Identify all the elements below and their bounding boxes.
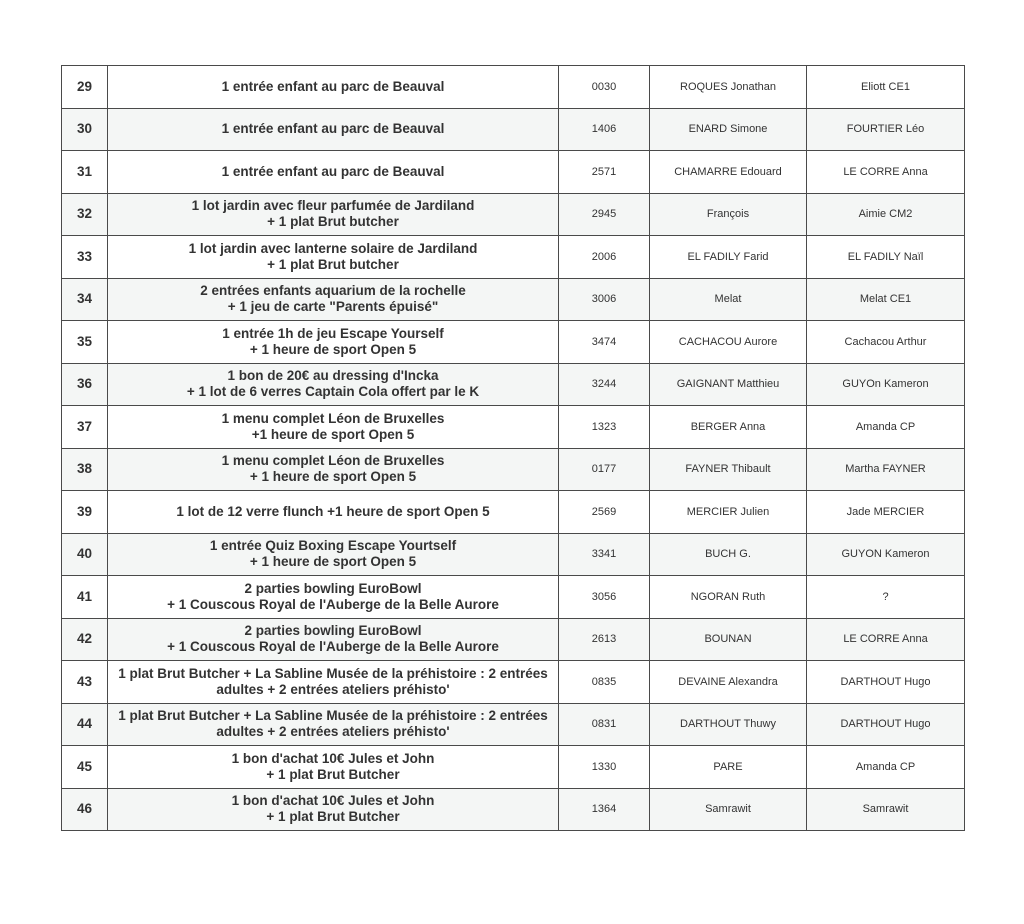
table-row bbox=[62, 193, 965, 236]
lot-number-cell: 38 bbox=[62, 448, 108, 491]
child-name-cell: EL FADILY Naïl bbox=[807, 236, 965, 279]
winner-name-cell: FAYNER Thibault bbox=[650, 448, 807, 491]
prize-description-cell: 2 entrées enfants aquarium de la rochelle + 1 jeu de carte "Parents épuisé" bbox=[108, 278, 559, 321]
child-name-cell: LE CORRE Anna bbox=[807, 151, 965, 194]
ticket-number-cell: 2613 bbox=[559, 618, 650, 661]
ticket-number-cell: 3244 bbox=[559, 363, 650, 406]
prize-description-cell: 1 entrée enfant au parc de Beauval bbox=[108, 108, 559, 151]
prize-description-cell: 1 menu complet Léon de Bruxelles +1 heure de sport Open 5 bbox=[108, 406, 559, 449]
ticket-number-cell: 3341 bbox=[559, 533, 650, 576]
ticket-number-cell: 2945 bbox=[559, 193, 650, 236]
winner-name-cell: BUCH G. bbox=[650, 533, 807, 576]
prize-description-cell: 1 bon d'achat 10€ Jules et John + 1 plat Brut Butcher bbox=[108, 788, 559, 831]
winner-name-cell: CACHACOU Aurore bbox=[650, 321, 807, 364]
child-name-cell: Eliott CE1 bbox=[807, 66, 965, 109]
table-row bbox=[62, 661, 965, 704]
ticket-number-cell: 0831 bbox=[559, 703, 650, 746]
lot-number-cell: 29 bbox=[62, 66, 108, 109]
ticket-number-cell: 1330 bbox=[559, 746, 650, 789]
winner-name-cell: ENARD Simone bbox=[650, 108, 807, 151]
table-row bbox=[62, 151, 965, 194]
child-name-cell: Martha FAYNER bbox=[807, 448, 965, 491]
table-row bbox=[62, 576, 965, 619]
child-name-cell: Melat CE1 bbox=[807, 278, 965, 321]
winner-name-cell: GAIGNANT Matthieu bbox=[650, 363, 807, 406]
ticket-number-cell: 3056 bbox=[559, 576, 650, 619]
prize-description-cell: 1 lot jardin avec fleur parfumée de Jardiland + 1 plat Brut butcher bbox=[108, 193, 559, 236]
winner-name-cell: PARE bbox=[650, 746, 807, 789]
prize-description-cell: 2 parties bowling EuroBowl + 1 Couscous Royal de l'Auberge de la Belle Aurore bbox=[108, 618, 559, 661]
prize-description-cell: 1 entrée enfant au parc de Beauval bbox=[108, 151, 559, 194]
child-name-cell: GUYON Kameron bbox=[807, 533, 965, 576]
ticket-number-cell: 0177 bbox=[559, 448, 650, 491]
lot-number-cell: 39 bbox=[62, 491, 108, 534]
ticket-number-cell: 1406 bbox=[559, 108, 650, 151]
table-row bbox=[62, 406, 965, 449]
ticket-number-cell: 2006 bbox=[559, 236, 650, 279]
prize-description-cell: 1 bon d'achat 10€ Jules et John + 1 plat Brut Butcher bbox=[108, 746, 559, 789]
prize-description-cell: 1 plat Brut Butcher + La Sabline Musée de la préhistoire : 2 entrées adultes + 2 entrées ateliers préhisto' bbox=[108, 703, 559, 746]
prize-description-cell: 2 parties bowling EuroBowl + 1 Couscous Royal de l'Auberge de la Belle Aurore bbox=[108, 576, 559, 619]
lot-number-cell: 31 bbox=[62, 151, 108, 194]
lot-number-cell: 45 bbox=[62, 746, 108, 789]
child-name-cell: FOURTIER Léo bbox=[807, 108, 965, 151]
table-row bbox=[62, 703, 965, 746]
winner-name-cell: DARTHOUT Thuwy bbox=[650, 703, 807, 746]
child-name-cell: Aimie CM2 bbox=[807, 193, 965, 236]
child-name-cell: LE CORRE Anna bbox=[807, 618, 965, 661]
table-row bbox=[62, 746, 965, 789]
child-name-cell: Jade MERCIER bbox=[807, 491, 965, 534]
table-row bbox=[62, 236, 965, 279]
winner-name-cell: DEVAINE Alexandra bbox=[650, 661, 807, 704]
table-row bbox=[62, 278, 965, 321]
winner-name-cell: Samrawit bbox=[650, 788, 807, 831]
lot-number-cell: 32 bbox=[62, 193, 108, 236]
lot-number-cell: 37 bbox=[62, 406, 108, 449]
prize-description-cell: 1 lot jardin avec lanterne solaire de Jardiland + 1 plat Brut butcher bbox=[108, 236, 559, 279]
child-name-cell: DARTHOUT Hugo bbox=[807, 661, 965, 704]
ticket-number-cell: 2569 bbox=[559, 491, 650, 534]
winner-name-cell: François bbox=[650, 193, 807, 236]
prize-description-cell: 1 bon de 20€ au dressing d'Incka + 1 lot de 6 verres Captain Cola offert par le K bbox=[108, 363, 559, 406]
winner-name-cell: NGORAN Ruth bbox=[650, 576, 807, 619]
table-body bbox=[62, 66, 965, 831]
prize-description-cell: 1 menu complet Léon de Bruxelles + 1 heure de sport Open 5 bbox=[108, 448, 559, 491]
lot-number-cell: 46 bbox=[62, 788, 108, 831]
winner-name-cell: BERGER Anna bbox=[650, 406, 807, 449]
winner-name-cell: CHAMARRE Edouard bbox=[650, 151, 807, 194]
lot-number-cell: 36 bbox=[62, 363, 108, 406]
lot-number-cell: 30 bbox=[62, 108, 108, 151]
ticket-number-cell: 3006 bbox=[559, 278, 650, 321]
child-name-cell: Cachacou Arthur bbox=[807, 321, 965, 364]
ticket-number-cell: 1323 bbox=[559, 406, 650, 449]
lot-number-cell: 44 bbox=[62, 703, 108, 746]
lot-number-cell: 41 bbox=[62, 576, 108, 619]
winner-name-cell: MERCIER Julien bbox=[650, 491, 807, 534]
winner-name-cell: Melat bbox=[650, 278, 807, 321]
winner-name-cell: EL FADILY Farid bbox=[650, 236, 807, 279]
ticket-number-cell: 1364 bbox=[559, 788, 650, 831]
prize-description-cell: 1 lot de 12 verre flunch +1 heure de sport Open 5 bbox=[108, 491, 559, 534]
prize-description-cell: 1 entrée 1h de jeu Escape Yourself + 1 heure de sport Open 5 bbox=[108, 321, 559, 364]
ticket-number-cell: 0030 bbox=[559, 66, 650, 109]
lot-number-cell: 34 bbox=[62, 278, 108, 321]
prize-table bbox=[61, 65, 965, 831]
child-name-cell: Amanda CP bbox=[807, 746, 965, 789]
table-row bbox=[62, 618, 965, 661]
winner-name-cell: ROQUES Jonathan bbox=[650, 66, 807, 109]
child-name-cell: Amanda CP bbox=[807, 406, 965, 449]
table-row bbox=[62, 321, 965, 364]
lot-number-cell: 33 bbox=[62, 236, 108, 279]
lot-number-cell: 42 bbox=[62, 618, 108, 661]
table-row bbox=[62, 448, 965, 491]
prize-description-cell: 1 entrée enfant au parc de Beauval bbox=[108, 66, 559, 109]
table-row bbox=[62, 108, 965, 151]
lot-number-cell: 35 bbox=[62, 321, 108, 364]
child-name-cell: DARTHOUT Hugo bbox=[807, 703, 965, 746]
child-name-cell: Samrawit bbox=[807, 788, 965, 831]
child-name-cell: ? bbox=[807, 576, 965, 619]
table-row bbox=[62, 533, 965, 576]
prize-description-cell: 1 plat Brut Butcher + La Sabline Musée de la préhistoire : 2 entrées adultes + 2 entrées ateliers préhisto' bbox=[108, 661, 559, 704]
ticket-number-cell: 3474 bbox=[559, 321, 650, 364]
table-row bbox=[62, 66, 965, 109]
prize-description-cell: 1 entrée Quiz Boxing Escape Yourtself + 1 heure de sport Open 5 bbox=[108, 533, 559, 576]
child-name-cell: GUYOn Kameron bbox=[807, 363, 965, 406]
table-row bbox=[62, 788, 965, 831]
table-row bbox=[62, 491, 965, 534]
lot-number-cell: 43 bbox=[62, 661, 108, 704]
ticket-number-cell: 2571 bbox=[559, 151, 650, 194]
winner-name-cell: BOUNAN bbox=[650, 618, 807, 661]
ticket-number-cell: 0835 bbox=[559, 661, 650, 704]
lot-number-cell: 40 bbox=[62, 533, 108, 576]
table-row bbox=[62, 363, 965, 406]
